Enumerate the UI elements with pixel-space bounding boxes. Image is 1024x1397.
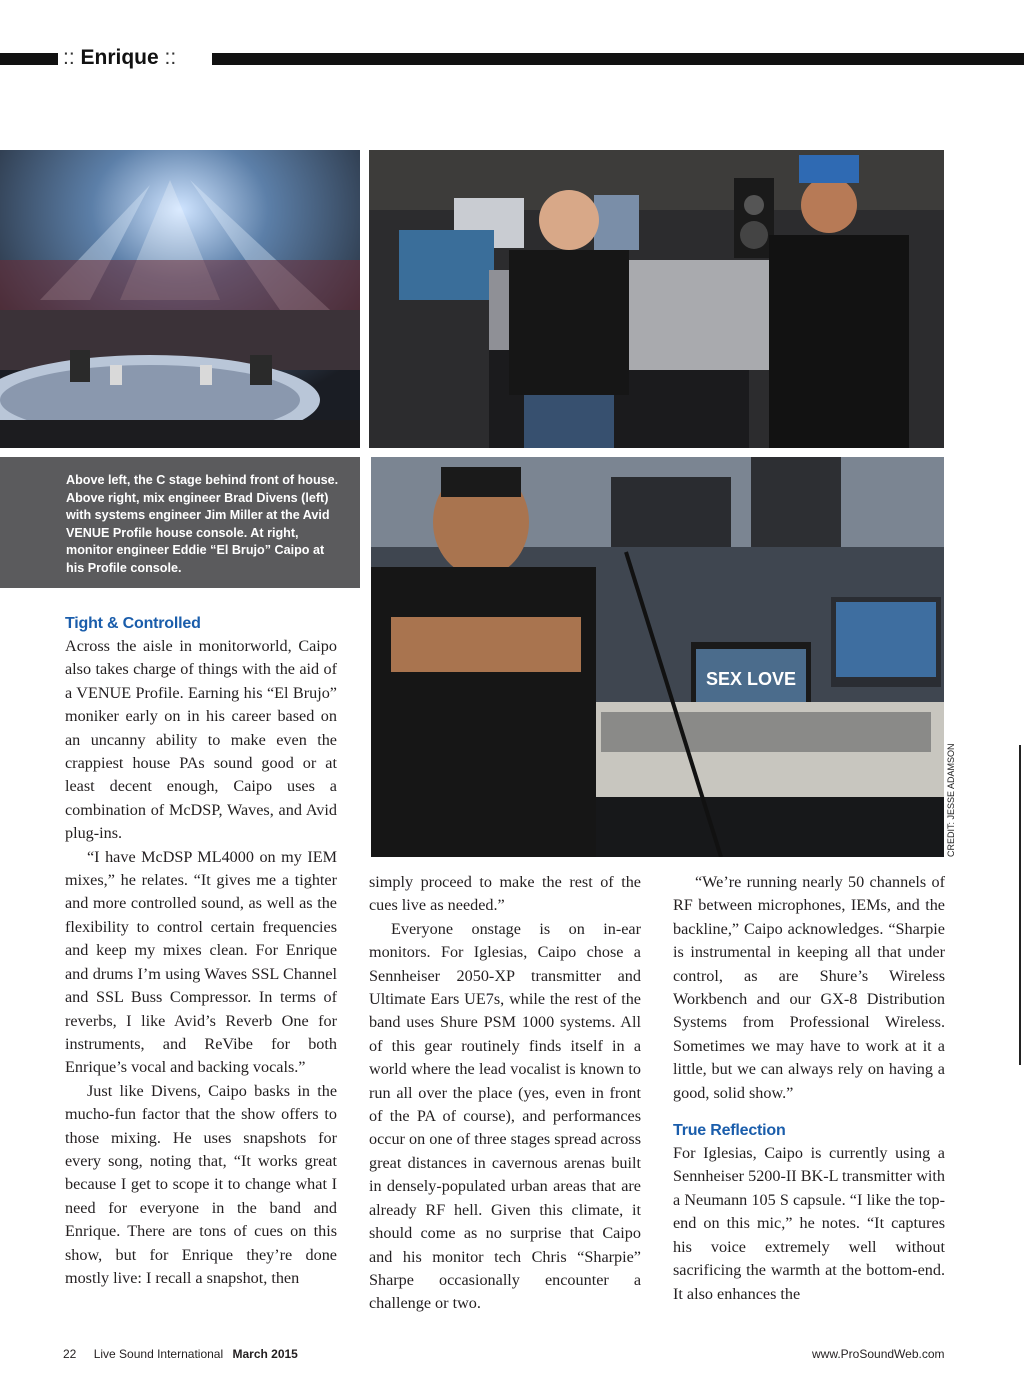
monitor-console-photo — [371, 457, 944, 857]
photo-caption: Above left, the C stage behind front of house. Above right, mix engineer Brad Divens (left) with systems engineer Jim Miller at the Avid VENUE Profile house console. At right, monitor engineer Eddie “El Brujo” Caipo at his Profile console. — [0, 457, 360, 588]
header-suffix: :: — [164, 46, 177, 69]
article-column-2 — [369, 871, 641, 1316]
paragraph: Just like Divens, Caipo basks in the mucho-fun factor that the show offers to those mixing. He uses snapshots for every song, noting that, “It works great because I get to scope it to change what I need for everyone in the band and Enrique. There are tons of cues on this show, but for Enrique they’re done mostly live: I recall a snapshot, then — [65, 1081, 337, 1287]
monitor-screen-text: SEX LOVE — [706, 669, 797, 689]
paragraph: For Iglesias, Caipo is currently using a Sennheiser 5200-II BK-L transmitter with a Neumann 105 S capsule. “I like the top-end on this mic,” he notes. “It captures his voice extremely well without sacrificing the warmth at the bottom-end. It also enhances the — [673, 1144, 945, 1303]
paragraph: simply proceed to make the rest of the cues live as needed.” — [369, 873, 641, 915]
photo-credit-text: CREDIT: JESSE ADAMSON — [946, 743, 956, 857]
subhead-tight-controlled: Tight & Controlled — [65, 615, 201, 632]
section-header — [63, 44, 176, 72]
header-rule-right — [212, 53, 1024, 65]
stage-photo — [0, 150, 360, 448]
paragraph: “I have McDSP ML4000 on my IEM mixes,” he relates. “It gives me a tighter and more controlled sound, as well as the flexibility to control certain frequencies and keep my mixes clean. For Enrique and drums I’m using Waves SSL Channel and SSL Buss Compressor. In terms of reverbs, I like Avid’s Reverb One for instruments, and ReVibe for both Enrique’s vocal and backing vocals.” — [65, 847, 337, 1077]
paragraph: Across the aisle in monitorworld, Caipo also takes charge of things with the aid of a VENUE Profile. Earning his “El Brujo” moniker early on in his career based on an uncanny ability to make even the crappiest house PAs sound good or at least decent enough, Caipo uses a combination of McDSP, Waves, and Avid plug-ins. — [65, 637, 337, 843]
paragraph: “We’re running nearly 50 channels of RF between microphones, IEMs, and the backline,” Caipo acknowledges. “Sharpie is instrumental in keeping all that under control, as are Shure’s Wireless Workbench and our GX-8 Distribution Systems from Professional Wireless. Sometimes we may have to work at it a little, but we can always rely on having a good, solid show.” — [673, 873, 945, 1102]
subhead-true-reflection: True Reflection — [673, 1122, 786, 1140]
issue-date: March 2015 — [232, 1347, 298, 1361]
page-number: 22 — [63, 1347, 77, 1361]
footer-left — [63, 1345, 298, 1363]
article-column-1 — [65, 612, 337, 1290]
foh-console-photo — [369, 150, 944, 448]
section-name: Enrique — [80, 46, 159, 69]
paragraph: Everyone onstage is on in-ear monitors. For Iglesias, Caipo chose a Sennheiser 2050-XP transmitter and Ultimate Ears UE7s, while the rest of the band uses Shure PSM 1000 systems. All of this gear routinely finds itself in a world where the lead vocalist is known to run all over the place (yes, even in front of the PA of course), and performances occur on one of three stages spread across great distances in cavernous arenas built in densely-populated urban areas that are already RF hell. Given this climate, it should come as no surprise that Caipo and his monitor tech Chris “Sharpie” Sharpe occasionally encounter a challenge or two. — [369, 919, 641, 1313]
publication-name: Live Sound International — [93, 1347, 224, 1361]
footer-url[interactable]: www.ProSoundWeb.com — [812, 1347, 945, 1361]
header-rule-left — [0, 53, 58, 65]
header-prefix: :: — [63, 46, 75, 69]
article-column-3 — [673, 871, 945, 1306]
photo-credit — [946, 743, 956, 857]
page-edge-rule — [1019, 745, 1021, 1065]
